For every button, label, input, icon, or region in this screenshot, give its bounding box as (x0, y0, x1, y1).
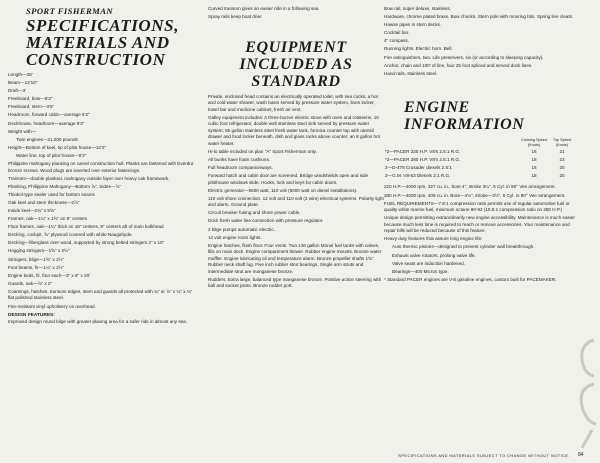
table-row (384, 164, 576, 172)
design-features-heading: DESIGN FEATURES: (8, 313, 55, 319)
equipment-item: Hardware, chrome plated brass. Bow chocks. Stern pole with mooring bits. Spring line cleats. (384, 14, 574, 20)
equipment-item: Hand rails, stainless steel. (384, 70, 438, 76)
top-speed: 20 (559, 165, 565, 171)
spec-line: Freeboard, stern—3'6" (8, 104, 55, 110)
top-speed: 21 (559, 149, 565, 155)
specifications-heading (26, 17, 196, 68)
spec-line: Floor frames, oak—1¼" thick on 18" centers, 9" centers aft of main bulkhead (8, 224, 164, 230)
spec-line: Twin engines—21,000 pounds (16, 136, 78, 142)
equipment-item: Galley equipment includes: A three-burner electric stove with oven and rotisserie, 10 cubic foot refrigerator, double well stainless steel sink served by pressure water system; 85 gallon stainless steel fresh water tank, formica counter top with utensil drawer and food locker beneath, dish and glass racks above counter; an 8 gallon hot water heater. (208, 114, 380, 146)
cruise-speed: 18 (531, 173, 537, 179)
engine-name: *2—PACER 220 H.P. V8's 2.5:1 R.G. (385, 149, 461, 155)
engine-detail: Bearings—400 Micron type. (392, 268, 449, 274)
design-features-text: Improved design round bilge with greater planing area for a safer ride in almost any sea. (8, 319, 188, 325)
spec-line: Decking—fiberglass over wood, supported by strong belted stringers 2" x 10" (8, 240, 165, 246)
spec-line: Height—Bottom of keel, tip of pilot house—12'2" (8, 144, 107, 150)
equipment-item: Hi-lo table included on plan "A" Sport Fisherman only. (208, 148, 317, 154)
equipment-item: Full headroom companionways. (208, 164, 273, 170)
equipment-column (208, 6, 384, 291)
heading-line: INFORMATION (404, 116, 525, 134)
engine-detail: FUEL REQUIREMENTS—7.8:1 compression ratio permits use of regular automotive fuel or quality white marine fuel, minimum octane 90-92 (10.5:1 compression ratio on 280 H.P.) (384, 200, 570, 213)
spec-line: Freeboard, bow—6'2" (8, 96, 53, 102)
engine-name: 2—D-478 Crusader diesels 2.5:1 (385, 165, 452, 171)
footer-note: SPECIFICATIONS AND MATERIALS SUBJECT TO CHANGE WITHOUT NOTICE. (398, 453, 570, 458)
spec-line: Fire-resistant vinyl upholstery on overhead. (8, 303, 96, 309)
engine-detail: Heavy duty features that assure long engine life: (384, 236, 483, 242)
spec-line: Water line, top of pilot house—9'2" (16, 152, 87, 158)
heading-line: SPECIFICATIONS, (26, 16, 180, 35)
equipment-item: 2 bilge pumps automatic electric. (208, 226, 275, 232)
equipment-item: Anchor, chain and 100' of line, four 25 foot spliced and served dock lines. (384, 62, 533, 68)
engine-detail: 280 H.P.—4000 rpm, 409 cu. in. Bore—4⅛", stroke—3½", 8 Cyl. in 90° Vee arrangement. (384, 192, 566, 198)
engine-detail: Unique design permitting extraordinarily new engine accessibility. Maintenance is much easier because much less time is required to reach or remove accessories. Your maintenance and repair bills will be reduced because of this feature. (384, 215, 575, 234)
engine-detail: Auto thermic pistons—designed to prevent cylinder wall breakthrough. (392, 244, 535, 250)
spec-line: Draft—3' (8, 88, 26, 94)
equipment-heading (208, 39, 384, 90)
engine-detail: Exhaust valve rotators, prolong valve life. (392, 252, 476, 258)
equipment-item: Running lights. Electric horn. Bell. (384, 46, 453, 52)
cruise-speed: 18 (531, 157, 537, 163)
spec-line: Headroom, forward cabin—average 6'2" (8, 112, 90, 118)
equipment-item: Hawse pipes in stern decks. (384, 22, 442, 28)
cruise-speed: 16 (531, 149, 537, 155)
spec-line: Deckhouse, headroom—average 6'3" (8, 120, 85, 126)
cruise-speed-header: Cruising Speed (Knots) (521, 138, 547, 147)
heading-line: MATERIALS AND (26, 33, 170, 52)
equipment-item: Circuit breaker fusing and shore power cable. (208, 210, 301, 216)
spec-line: Decking, cockpit, ⅝" plywood covered with white Naugahyde. (8, 232, 133, 238)
heading-line: ENGINE (404, 99, 470, 117)
equipment-item: Bow rail, super deluxe, stainless. (384, 6, 451, 11)
spec-line: Oak keel and stem thickness—2⅞" (8, 199, 80, 205)
equipment-item: Fire extinguishers, two. Life preservers, six (or according to sleeping capacity). (384, 54, 544, 60)
engine-table (384, 137, 576, 180)
decorative-lettering (576, 330, 598, 450)
spec-line: Thiokol-type sealer used for bottom seams (8, 191, 95, 197)
specifications-column (8, 6, 196, 327)
feature-line: Spray rails keep boat drier. (208, 14, 263, 20)
engine-name: 2—G.M. V8-53 Diesels 2:1 R.G. (385, 173, 451, 179)
top-speed: 23 (559, 157, 565, 163)
heading-line: CONSTRUCTION (26, 50, 166, 69)
page-number: 84 (578, 452, 584, 458)
spec-line: Foot beams, fir—1¼" x 2½" (8, 264, 65, 270)
heading-line: STANDARD (251, 72, 341, 90)
equipment-item: Rudders. Extra large, balanced type manganese bronze. Positive action steering with ball and socket joints. Bronze rudder port. (208, 276, 382, 289)
spec-line: Philippine mahogany planking on carvel construction hull. Planks are fastened with Everdur bronze screws. Wood plugs are inserted over exterior fastenings. (8, 161, 194, 173)
spec-line: Frames, oak—1¼" x 1⅝" on 9" centers (8, 216, 88, 222)
equipment-item: All bunks have foam cushions. (208, 156, 271, 162)
spec-line: Length—38' (8, 72, 33, 77)
equipment-item: Dock fresh water line connection with pressure regulator. (208, 218, 324, 224)
equipment-item: Forward hatch and cabin door are screened. Bridge windshields open and side pilothouse windows slide. Hooks, lock and keys for cabin doors. (208, 173, 369, 185)
spec-line: Coamings, hatches, transom edges, stem and guards all protected with ¾" or ⅞" x ¼" x ⅛" flat polished stainless steel. (8, 288, 193, 301)
cruise-speed: 16 (531, 165, 537, 171)
equipment-item: Engine hatches, flush floor. Four vents. Two 130 gallon Monel fuel tanks with valves, fills on main deck. Engine compartment blower. Rubber engine mounts. Bronze water muffler. Engine lubricating oil and temperature alarm. Bronze propeller shafts 1⅝". Rubber neck shaft lug. Five inch rubber strut bearings. Single arm struts and intermediate strut are manganese bronze. (208, 242, 382, 274)
spec-line: Engine beds, fir, four each—3" x 8" x 20' (8, 272, 91, 278)
engine-footnote: * Standard PACER engines are V-8 gasoline engines, custom built for PACEMAKER. (384, 276, 557, 282)
engine-column (384, 6, 576, 285)
engine-column-header (384, 137, 520, 148)
table-row (384, 172, 576, 180)
spec-line: Transom—double planked, mahogany outside layer over heavy oak framework. (8, 175, 170, 181)
spec-line: Planking, Philippine Mahogany—Bottom ⅞", Sides—⅞" (8, 183, 121, 189)
spec-line: Inside keel—2¾" x 5⅝" (8, 208, 56, 213)
spec-line: Beam—13'10" (8, 80, 38, 86)
heading-line: EQUIPMENT (245, 38, 347, 56)
model-subheading: SPORT FISHERMAN (26, 6, 113, 16)
equipment-item: Cocktail bar. (384, 30, 410, 36)
engine-detail: 220 H.P.—4000 rpm, 327 cu. in., bore 4", stroke 3¼", 8 Cyl. in 90° Vee arrangement. (384, 184, 556, 190)
equipment-item: Private, enclosed head contains an electrically operated toilet, with sea cocks, a hot and cold water shower, wash basin served by pressure water system, linen locker, towel bar and medicine cabinet; fresh air vent. (208, 93, 378, 112)
spec-line: Stringers, bilge—1⅝" x 2½" (8, 256, 65, 262)
table-row (384, 148, 576, 156)
equipment-item: 110 volt shore connection. 12 volt and 110 volt (3 wire) electrical systems. Polarity light and alarm. Ground plate. (208, 195, 384, 208)
engine-heading (404, 99, 576, 133)
top-speed-header: Top Speed (Knots) (552, 138, 572, 147)
engine-table-header (384, 137, 576, 148)
engine-name: *2—PACER 280 H.P. V8's 2.5:1 R.G. (385, 157, 461, 163)
equipment-item: 4" compass. (384, 38, 410, 44)
table-row (384, 156, 576, 164)
spec-line: Hogging stringers—1⅝" x 2½" (8, 248, 70, 254)
engine-detail: Valve seats are induction hardened. (392, 260, 465, 266)
feature-line: Curved transom gives an easier ride in a following sea. (208, 6, 320, 11)
equipment-item: Electric generator—6500 watt, 110 volt (6000 watt on diesel installations). (208, 187, 358, 193)
heading-line: INCLUDED AS (239, 55, 353, 73)
spec-line: Guards, oak—⅞" x 2" (8, 280, 53, 286)
top-speed: 20 (559, 173, 565, 179)
equipment-item: 12 volt engine room lights. (208, 234, 262, 240)
spec-line: Weight with— (8, 128, 37, 134)
